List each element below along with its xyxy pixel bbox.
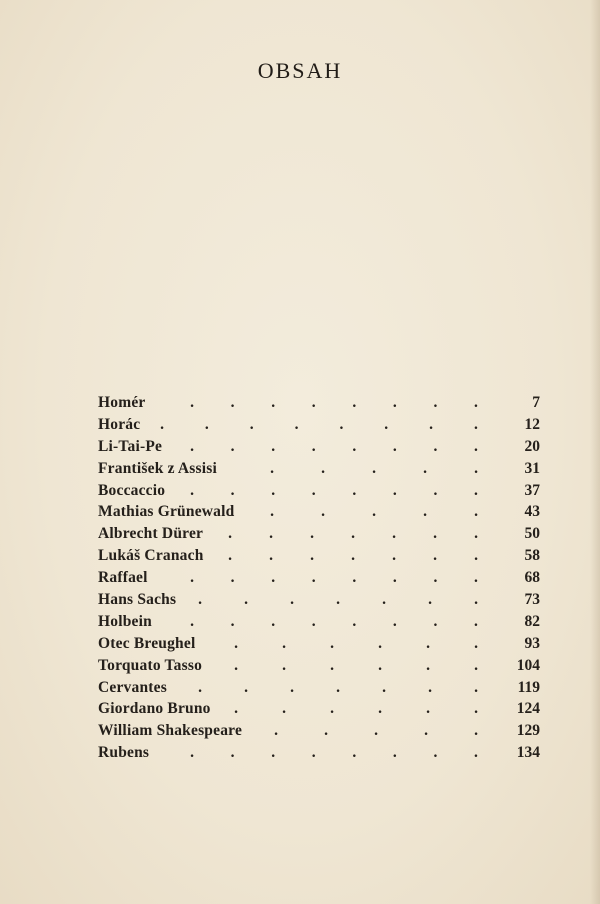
- toc-entry: [98, 589, 540, 611]
- dot-leader: . . . . .: [270, 459, 478, 477]
- toc-entry: [98, 633, 540, 655]
- dot-leader: . . . . . . .: [228, 547, 478, 565]
- toc-entry-title: William Shakespeare: [98, 722, 243, 740]
- toc-entry-page-number: 82: [524, 612, 540, 630]
- toc-entry-title: Torquato Tasso: [98, 656, 203, 674]
- toc-entry-title: Albrecht Dürer: [98, 525, 204, 543]
- toc-entry: [98, 567, 540, 589]
- toc-entry: [98, 698, 540, 720]
- toc-entry-title: Boccaccio: [98, 481, 166, 499]
- toc-entry: [98, 392, 540, 414]
- toc-entry: [98, 480, 540, 502]
- toc-entry-title: Homér: [98, 394, 146, 411]
- toc-entry-page-number: 129: [516, 722, 540, 740]
- dot-leader: . . . . . .: [234, 700, 478, 718]
- dot-leader: . . . . . . . .: [190, 394, 478, 411]
- dot-leader: . . . . . . . .: [190, 569, 478, 587]
- toc-entry: [98, 501, 540, 523]
- dot-leader: . . . . . . . .: [190, 612, 478, 630]
- dot-leader: . . . . .: [270, 503, 478, 521]
- dot-leader: . . . . . .: [234, 634, 478, 652]
- toc-entry-page-number: 37: [524, 481, 540, 499]
- toc-entry: [98, 436, 540, 458]
- toc-entry: [98, 523, 540, 545]
- dot-leader: . . . . . .: [234, 656, 478, 674]
- toc-entry: [98, 458, 540, 480]
- toc-entry-page-number: 7: [532, 394, 540, 411]
- dot-leader: . . . . . . . .: [190, 481, 478, 499]
- toc-entry-title: František z Assisi: [98, 459, 217, 477]
- toc-entry: [98, 720, 540, 742]
- toc-entry-title: Holbein: [98, 612, 152, 630]
- toc-entry-page-number: 73: [524, 591, 540, 609]
- page-title: OBSAH: [257, 58, 343, 83]
- toc-entry: [98, 611, 540, 633]
- table-of-contents: [98, 392, 540, 764]
- toc-entry-page-number: 31: [524, 459, 540, 477]
- dot-leader: . . . . .: [274, 722, 478, 740]
- toc-entry-page-number: 104: [516, 656, 540, 674]
- toc-entry: [98, 545, 540, 567]
- toc-entry-title: Cervantes: [98, 678, 167, 696]
- dot-leader: . . . . . . . .: [190, 437, 478, 455]
- toc-entry-page-number: 124: [516, 700, 540, 718]
- toc-entry-title: Hans Sachs: [98, 591, 177, 609]
- toc-entry-page-number: 93: [524, 634, 540, 652]
- dot-leader: . . . . . . . .: [190, 744, 478, 762]
- toc-entry-page-number: 68: [524, 569, 540, 587]
- toc-entry-page-number: 119: [517, 678, 540, 696]
- dot-leader: . . . . . . . .: [160, 415, 478, 433]
- dot-leader: . . . . . . .: [228, 525, 478, 543]
- page-edge-shadow: [590, 0, 600, 904]
- toc-entry-page-number: 20: [524, 437, 540, 455]
- toc-entry-page-number: 50: [524, 525, 540, 543]
- dot-leader: . . . . . . .: [198, 678, 478, 696]
- toc-entry-title: Otec Breughel: [98, 634, 196, 652]
- toc-entry: [98, 655, 540, 677]
- toc-entry-title: Horác: [98, 415, 141, 433]
- toc-entry-title: Giordano Bruno: [98, 700, 211, 718]
- toc-entry: [98, 742, 540, 764]
- toc-entry-page-number: 134: [516, 744, 540, 762]
- toc-entry-title: Li-Tai-Pe: [98, 437, 163, 455]
- toc-entry-page-number: 43: [524, 503, 540, 521]
- toc-entry: [98, 414, 540, 436]
- toc-entry-page-number: 12: [524, 415, 540, 433]
- toc-entry-title: Mathias Grünewald: [98, 503, 235, 521]
- toc-entry: [98, 677, 540, 699]
- toc-entry-page-number: 58: [524, 547, 540, 565]
- toc-entry-title: Raffael: [98, 569, 148, 587]
- toc-entry-title: Rubens: [98, 744, 150, 762]
- dot-leader: . . . . . . .: [198, 591, 478, 609]
- toc-entry-title: Lukáš Cranach: [98, 547, 204, 565]
